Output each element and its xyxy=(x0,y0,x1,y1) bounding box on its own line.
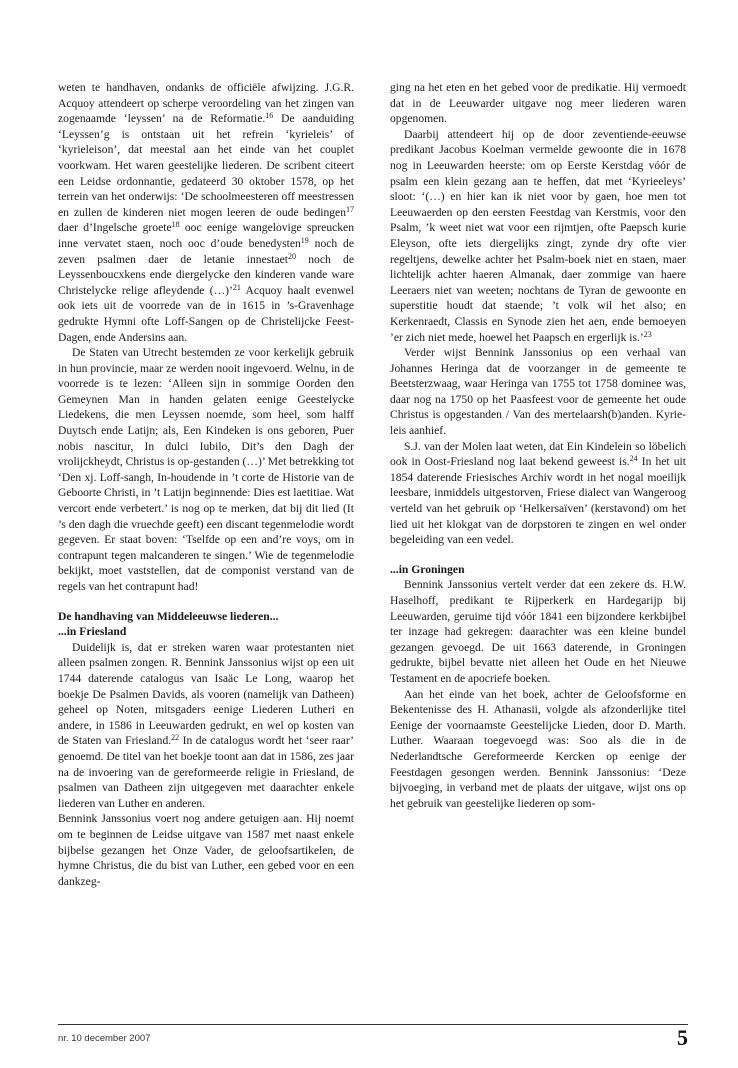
paragraph: Bennink Janssonius voert nog andere getuigen aan. Hij noemt om te beginnen de Leidse uitgave van 1587 met naast enkele bijbelse gezangen het Onze Vader, de geloofsartikelen, de hymne Christus, die du bist van Luther, een gebed voor en een dankzeg- xyxy=(58,812,354,888)
paragraph: Daarbij attendeert hij op de door zeventiende-eeuwse predikant Jacobus Koelman vermelde gewoonte die in 1678 nog in Leeuwarden heerste: om op Eerste Kerstdag vóór de psalm een klein gezang aan te heffen, dat met ‘Kyrieeleys’ sloot: ‘(…) en hier kan ik niet voor by gaen, hoe men tot Leeuwaerden op den eersten Feestdag van Kerstmis, voor den Psalm, ’k weet niet wat voor een rijmtjen, ofte Paepsch kurie Eleyson, ofte iets diergelijks zingt, zynde dry ofte vier regeltjens, dewelke achter het Psalm-boek niet en staen, maer lichtelijk achter haeren Almanak, daer zommige van haere Leeraers niet van weeten; nochtans de Tyran de gewoonte en superstitie houdt dat staende; ’t volk wil het also; en Kerkenraedt, Classis en Synode zien het aen, ende bemoeyen ’er zich niet mede, hoewel het Paapsch en ergerlijk is.’$^{23}$ xyxy=(390,127,686,344)
paragraph: De Staten van Utrecht bestemden ze voor kerkelijk gebruik in hun provincie, maar ze werden nooit ingevoerd. Welnu, in de voorrede is te lezen: ‘Alleen sijn in sommige Oorden den Gemeynen Man in handen gelaten eenige Geestelycke Liedekens, die men Leyssen noemde, som heel, som halff Duytsch ende Latijn; als, Een Kindeken is ons geboren, Puer nobis nascitur, In dulci Iubilo, Dit’s den Dagh der vrolijckheydt, Christus is op-gestanden (…)’ Met betrekking tot ‘Den xj. Loff-sangh, In-houdende in ’t corte de Historie van de Geboorte Christi, in ’t Latijn beginnende: Dies est laetitiae. Wat vercort ende verbetert.’ is nog op te merken, dat bij dit lied (It ’s den dagh die vruechde geeft) een discant tegenmelodie wordt gegeven. Er staat boven: ‘Tselfde op een and’re voys, om in contrapunt tegen malcanderen te singen.’ Wie de tegenmelodie bekijkt, moet vaststellen, dat de componist verstand van de regels van het contrapunt had! xyxy=(58,346,355,593)
paragraph: Bennink Janssonius vertelt verder dat een zekere ds. H.W. Haselhoff, predikant te Rijperkerk en Hardegarijp bij Leeuwarden, geruime tijd vóór 1841 een bijzondere kerkbijbel ter inzage had gekregen: daarachter was een kleine bundel gezangen gevoegd. De uit 1663 daterende, in Groningen gedrukte, bijbel bevatte niet alleen het Oude en het Nieuwe Testament en de apocriefe boeken. xyxy=(390,578,686,685)
footnote-ref[interactable]: 23 xyxy=(643,329,652,339)
footnote-ref[interactable]: 19 xyxy=(300,235,309,245)
footnote-ref[interactable]: 21 xyxy=(232,282,241,292)
paragraph: S.J. van der Molen laat weten, dat Ein Kindelein so löbelich ook in Oost-Friesland nog laat bekend geweest is.$^{24}$ In het uit 1854 daterende Friesisches Archiv wordt in het nogal moeilijk leesbare, inmiddels uitgestorven, Friese dialect van Wangeroog verteld van het gebruik op ‘Helkersaïven’ (kerstavond) om het lied uit het klokgat van de dorpstoren te zingen en wel onder begeleiding van een vedel. xyxy=(390,439,686,547)
page-number: 5 xyxy=(677,1025,688,1050)
paragraph: ging na het eten en het gebed voor de predikatie. Hij vermoedt dat in de Leeuwarder uitgave nog meer liederen waren opgenomen. xyxy=(390,81,686,126)
paragraph: Aan het einde van het boek, achter de Geloofsforme en Bekentenisse des H. Athanasii, volgde als afzonderlijke titel Eenige der voornaamste Geestelijcke Lieden, door D. Marth. Luther. Waaraan toegevoegd was: Soo als die in de Nederlandtsche Gereformeerde Kercken op eenige der Feestdagen gesongen werden. Bennink Janssonius: ‘Deze bijvoeging, in verband met de plaats der uitgave, wijst ons op het gebruik van geestelijke liederen op som- xyxy=(390,687,686,810)
footer-issue: nr. 10 december 2007 xyxy=(58,1033,151,1044)
footnote-ref[interactable]: 16 xyxy=(265,111,274,121)
section-heading: De handhaving van Middeleeuwse liederen... xyxy=(58,609,279,623)
paragraph: Verder wijst Bennink Janssonius op een verhaal van Johannes Heringa dat de voorzanger in de gemeente te Beetsterzwaag, waar Heringa van 1755 tot 1758 dominee was, daar nog na 1750 op het Paasfeest voor de gemeente het oude Christus is opgestanden / Van des mertelaarsh(b)anden. Kyrie-leis aanhief. xyxy=(390,346,686,438)
subsection-heading: ...in Friesland xyxy=(58,625,127,639)
paragraph: weten te handhaven, ondanks de officiële afwijzing. J.G.R. Acquoy attendeert op scherpe veroordeling van het zingen van zogenaamde ‘leyssen’ na de Reformatie.$^{16}$ De aanduiding ‘Leyssen’g is ontstaan uit het refrein ‘kyrieleis’ of ‘kyrieleison’, dat meestal aan het einde van het couplet voorkwam. Het waren geestelijke liederen. De scribent citeert een Leidse ordonnantie, gedateerd 30 oktober 1578, op het terrein van het onderwijs: ‘De schoolmeesteren off meestressen en zullen de kinderen niet mogen leeren de oude bedingen$^{17}$ daer d’Ingelsche groete$^{18}$ ooc eenige wangelovige spreucken inne vervatet staen, noch ooc d’oude benedysten$^{19}$ noch de zeven psalmen daer de letanie innestaet$^{20}$ noch de Leyssenboucxkens ende diergelycke den kinderen vande ware Christelycke relige afleydende (…)’$^{21}$ Acquoy haalt evenwel ook iets uit de voorrede van de in 1615 in ’s-Gravenhage gedrukte Hymni ofte Loff-Sangen op de Christelijcke Feest-Dagen, ende Andersins aan. xyxy=(58,81,355,344)
footnote-ref[interactable]: 18 xyxy=(171,220,180,230)
subsection-heading: ...in Groningen xyxy=(390,562,465,576)
footnote-ref[interactable]: 24 xyxy=(629,454,638,464)
paragraph: Duidelijk is, dat er streken waren waar protestanten niet alleen psalmen zongen. R. Bennink Janssonius wijst op een uit 1744 daterende catalogus van Isaäc Le Long, waarop het boekje De Psalmen Davids, als vooren (namelijk van Datheen) geheel op Noten, mitsgaders eenige Liederen Lutheri en andere, in 1586 in Leeuwarden gedrukt, en wel op kosten van de Staten van Friesland.$^{22}$ In de catalogus wordt het ‘seer raar’ genoemd. De titel van het boekje toont aan dat in 1586, zes jaar na de invoering van de gereformeerde religie in Friesland, de psalmen van Datheen zijn uitgegeven met daarachter enkele liederen van Luther en anderen. xyxy=(58,640,354,810)
footnote-ref[interactable]: 22 xyxy=(171,733,180,743)
left-column xyxy=(58,80,354,889)
footnote-ref[interactable]: 17 xyxy=(346,204,354,214)
footer-rule xyxy=(58,1024,688,1025)
right-column xyxy=(390,80,686,811)
footnote-ref[interactable]: 20 xyxy=(287,251,296,261)
